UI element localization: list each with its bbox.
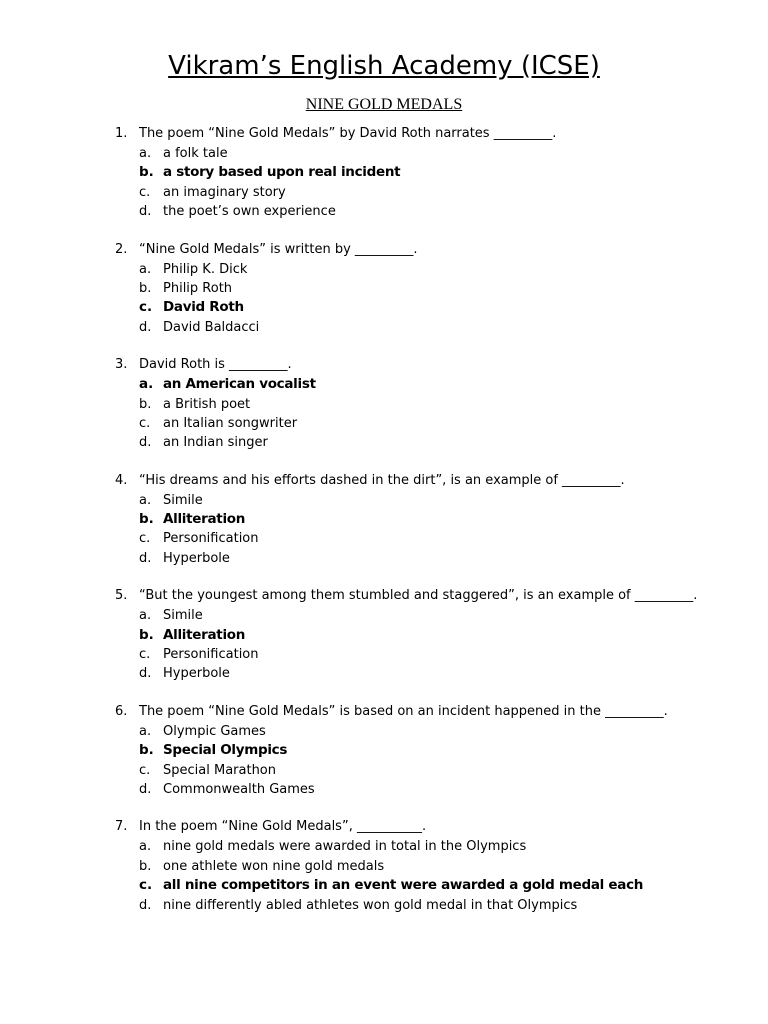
option-letter: b. xyxy=(139,742,154,759)
option-letter: d. xyxy=(139,435,152,451)
option-item xyxy=(0,761,768,780)
option-letter: b. xyxy=(139,511,154,528)
option-text: Philip K. Dick xyxy=(163,261,248,277)
option-item xyxy=(0,837,768,856)
question-text: David Roth is _________. xyxy=(139,357,292,373)
option-item xyxy=(0,857,768,876)
option-letter: c. xyxy=(139,184,151,200)
option-letter: c. xyxy=(139,531,151,547)
correct-option xyxy=(0,375,768,394)
option-item xyxy=(0,645,768,664)
question-item xyxy=(0,355,768,453)
option-item xyxy=(0,433,768,452)
option-text: a British poet xyxy=(163,396,251,412)
option-item xyxy=(0,395,768,414)
option-list xyxy=(0,491,768,569)
option-letter: a. xyxy=(139,146,152,161)
document-title: Vikram’s English Academy (ICSE) xyxy=(168,51,600,81)
option-letter: b. xyxy=(139,396,152,412)
question-stem xyxy=(0,355,768,375)
question-number: 2. xyxy=(115,241,128,257)
option-item xyxy=(0,664,768,683)
option-list xyxy=(0,260,768,338)
option-text: Philip Roth xyxy=(163,280,233,296)
option-list xyxy=(0,144,768,222)
option-item xyxy=(0,260,768,279)
option-text: Simile xyxy=(163,492,203,508)
question-item xyxy=(0,817,768,915)
option-list xyxy=(0,837,768,915)
option-text: an Indian singer xyxy=(163,435,268,451)
option-letter: a. xyxy=(139,261,152,277)
option-letter: c. xyxy=(139,762,151,778)
option-item xyxy=(0,896,768,915)
option-text: Special Olympics xyxy=(163,742,288,759)
question-number: 6. xyxy=(115,703,128,719)
question-stem xyxy=(0,586,768,606)
correct-option xyxy=(0,876,768,895)
option-text: one athlete won nine gold medals xyxy=(163,858,385,874)
option-text: an imaginary story xyxy=(163,184,286,200)
question-number: 7. xyxy=(115,819,128,835)
question-number: 4. xyxy=(115,472,128,488)
option-text: Hyperbole xyxy=(163,550,230,566)
option-letter: d. xyxy=(139,781,152,797)
question-stem xyxy=(0,471,768,491)
option-letter: d. xyxy=(139,204,152,220)
option-item xyxy=(0,183,768,202)
option-letter: a. xyxy=(139,376,154,393)
option-text: David Roth xyxy=(163,299,244,316)
question-stem xyxy=(0,240,768,260)
option-text: Commonwealth Games xyxy=(163,781,315,797)
option-letter: a. xyxy=(139,492,152,508)
option-letter: d. xyxy=(139,666,152,682)
question-number: 5. xyxy=(115,588,128,604)
question-text: In the poem “Nine Gold Medals”, __________. xyxy=(139,819,427,835)
question-item xyxy=(0,471,768,569)
option-text: nine gold medals were awarded in total in the Olympics xyxy=(163,839,527,855)
option-list xyxy=(0,722,768,800)
option-text: Olympic Games xyxy=(163,723,266,739)
question-stem xyxy=(0,124,768,144)
correct-option xyxy=(0,510,768,529)
option-item xyxy=(0,529,768,548)
question-text: “His dreams and his efforts dashed in the dirt”, is an example of _________. xyxy=(139,472,625,488)
correct-option xyxy=(0,163,768,182)
question-text: The poem “Nine Gold Medals” is based on an incident happened in the _________. xyxy=(139,703,668,719)
question-number: 3. xyxy=(115,357,128,373)
option-letter: c. xyxy=(139,877,153,894)
option-letter: b. xyxy=(139,164,154,181)
option-item xyxy=(0,549,768,568)
option-item xyxy=(0,414,768,433)
option-text: Personification xyxy=(163,531,259,547)
option-letter: a. xyxy=(139,723,152,739)
option-item xyxy=(0,279,768,298)
option-text: all nine competitors in an event were awarded a gold medal each xyxy=(163,877,644,894)
option-letter: b. xyxy=(139,858,152,874)
question-stem xyxy=(0,817,768,837)
option-text: Hyperbole xyxy=(163,666,230,682)
option-text: Alliteration xyxy=(163,626,246,643)
option-letter: c. xyxy=(139,647,151,663)
option-text: a folk tale xyxy=(163,146,228,161)
option-text: an Italian songwriter xyxy=(163,415,298,431)
option-text: the poet’s own experience xyxy=(163,204,336,220)
question-number: 1. xyxy=(115,126,128,141)
question-item xyxy=(0,124,768,222)
option-letter: b. xyxy=(139,280,152,296)
option-text: a story based upon real incident xyxy=(163,164,401,181)
question-text: “Nine Gold Medals” is written by _________. xyxy=(139,241,418,257)
correct-option xyxy=(0,298,768,317)
option-list xyxy=(0,606,768,684)
question-stem xyxy=(0,702,768,722)
question-item xyxy=(0,586,768,684)
correct-option xyxy=(0,626,768,645)
option-text: Alliteration xyxy=(163,511,246,528)
option-letter: a. xyxy=(139,608,152,624)
question-list xyxy=(0,124,768,933)
option-text: Simile xyxy=(163,608,203,624)
option-letter: d. xyxy=(139,897,152,913)
option-list xyxy=(0,375,768,453)
option-text: David Baldacci xyxy=(163,319,260,335)
option-item xyxy=(0,318,768,337)
option-text: an American vocalist xyxy=(163,376,316,393)
option-item xyxy=(0,491,768,510)
document-subtitle: NINE GOLD MEDALS xyxy=(305,96,463,113)
question-text: “But the youngest among them stumbled and staggered”, is an example of _________. xyxy=(139,588,698,604)
option-letter: d. xyxy=(139,550,152,566)
option-item xyxy=(0,722,768,741)
option-item xyxy=(0,144,768,163)
option-item xyxy=(0,780,768,799)
option-item xyxy=(0,202,768,221)
option-text: Personification xyxy=(163,647,259,663)
question-text: The poem “Nine Gold Medals” by David Roth narrates _________. xyxy=(139,126,557,141)
option-letter: c. xyxy=(139,415,151,431)
correct-option xyxy=(0,741,768,760)
question-item xyxy=(0,240,768,338)
option-text: Special Marathon xyxy=(163,762,276,778)
option-letter: d. xyxy=(139,319,152,335)
option-letter: b. xyxy=(139,626,154,643)
option-letter: c. xyxy=(139,299,153,316)
option-text: nine differently abled athletes won gold medal in that Olympics xyxy=(163,897,578,913)
option-letter: a. xyxy=(139,839,152,855)
question-item xyxy=(0,702,768,800)
option-item xyxy=(0,606,768,625)
